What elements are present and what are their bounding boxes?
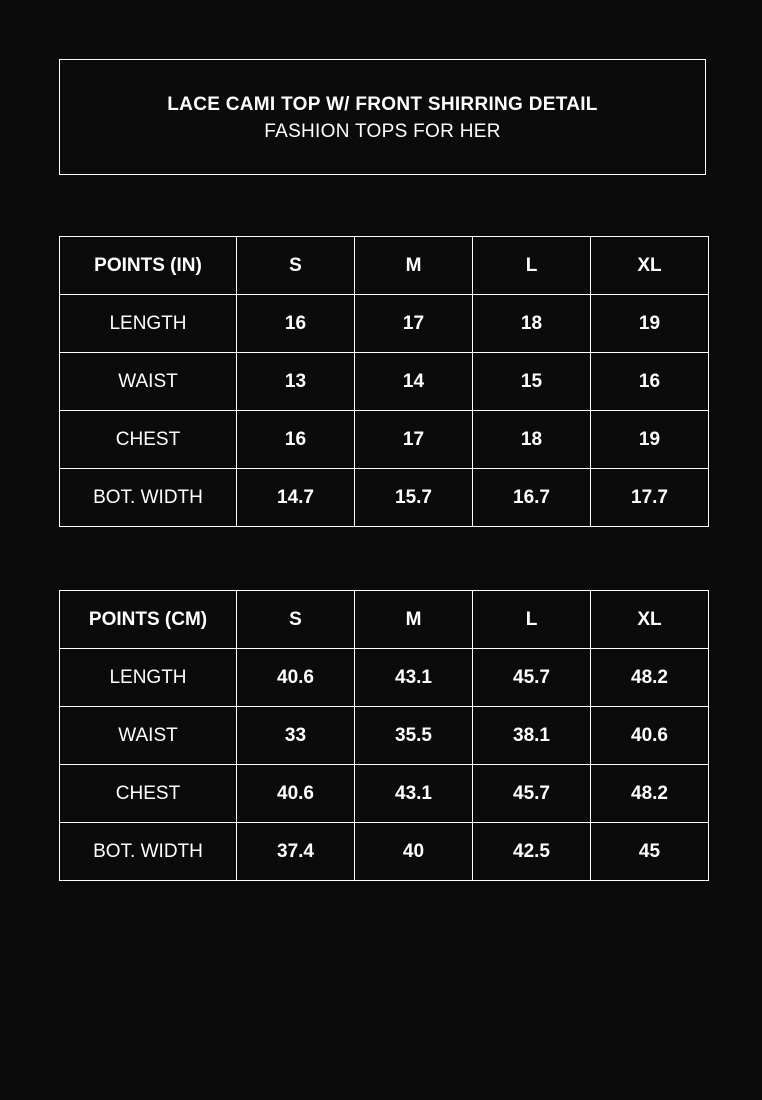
- table-row: [60, 823, 709, 881]
- size-header-l: L: [473, 237, 591, 295]
- table-cell: 40.6: [237, 649, 355, 707]
- table-cell: 16: [237, 411, 355, 469]
- table-row: [60, 411, 709, 469]
- table-cell: 14: [355, 353, 473, 411]
- size-header-s: S: [237, 237, 355, 295]
- size-header-xl: XL: [591, 591, 709, 649]
- table-cell: 37.4: [237, 823, 355, 881]
- table-cell: 16: [237, 295, 355, 353]
- size-table-inches: [59, 236, 709, 527]
- table-cell: 19: [591, 411, 709, 469]
- row-label-length: LENGTH: [60, 295, 237, 353]
- table-cell: 45.7: [473, 765, 591, 823]
- row-label-waist: WAIST: [60, 353, 237, 411]
- size-table-centimeters: [59, 590, 709, 881]
- table-cell: 45.7: [473, 649, 591, 707]
- table-cell: 16.7: [473, 469, 591, 527]
- row-label-waist: WAIST: [60, 707, 237, 765]
- points-header: POINTS (IN): [60, 237, 237, 295]
- table-cell: 42.5: [473, 823, 591, 881]
- size-header-m: M: [355, 591, 473, 649]
- size-header-l: L: [473, 591, 591, 649]
- table-cell: 43.1: [355, 649, 473, 707]
- product-subtitle: FASHION TOPS FOR HER: [264, 121, 501, 142]
- table-cell: 35.5: [355, 707, 473, 765]
- table-cell: 45: [591, 823, 709, 881]
- table-cell: 15: [473, 353, 591, 411]
- row-label-bot-width: BOT. WIDTH: [60, 469, 237, 527]
- table-cell: 43.1: [355, 765, 473, 823]
- size-header-s: S: [237, 591, 355, 649]
- table-row: [60, 295, 709, 353]
- table-cell: 17.7: [591, 469, 709, 527]
- size-header-m: M: [355, 237, 473, 295]
- table-cell: 48.2: [591, 649, 709, 707]
- table-row: [60, 707, 709, 765]
- table-cell: 48.2: [591, 765, 709, 823]
- row-label-chest: CHEST: [60, 411, 237, 469]
- table-cell: 40: [355, 823, 473, 881]
- table-row: [60, 765, 709, 823]
- product-title: LACE CAMI TOP W/ FRONT SHIRRING DETAIL: [167, 94, 598, 115]
- table-cell: 19: [591, 295, 709, 353]
- table-cell: 18: [473, 411, 591, 469]
- table-row: [60, 649, 709, 707]
- table-cell: 38.1: [473, 707, 591, 765]
- table-cell: 13: [237, 353, 355, 411]
- table-row: [60, 469, 709, 527]
- table-cell: 33: [237, 707, 355, 765]
- title-box: [59, 59, 706, 175]
- table-row: [60, 353, 709, 411]
- points-header: POINTS (CM): [60, 591, 237, 649]
- table-cell: 18: [473, 295, 591, 353]
- table-cell: 17: [355, 411, 473, 469]
- table-cell: 40.6: [591, 707, 709, 765]
- row-label-chest: CHEST: [60, 765, 237, 823]
- table-header-row: [60, 237, 709, 295]
- row-label-length: LENGTH: [60, 649, 237, 707]
- table-header-row: [60, 591, 709, 649]
- table-cell: 16: [591, 353, 709, 411]
- size-header-xl: XL: [591, 237, 709, 295]
- row-label-bot-width: BOT. WIDTH: [60, 823, 237, 881]
- table-cell: 17: [355, 295, 473, 353]
- table-cell: 40.6: [237, 765, 355, 823]
- table-cell: 14.7: [237, 469, 355, 527]
- table-cell: 15.7: [355, 469, 473, 527]
